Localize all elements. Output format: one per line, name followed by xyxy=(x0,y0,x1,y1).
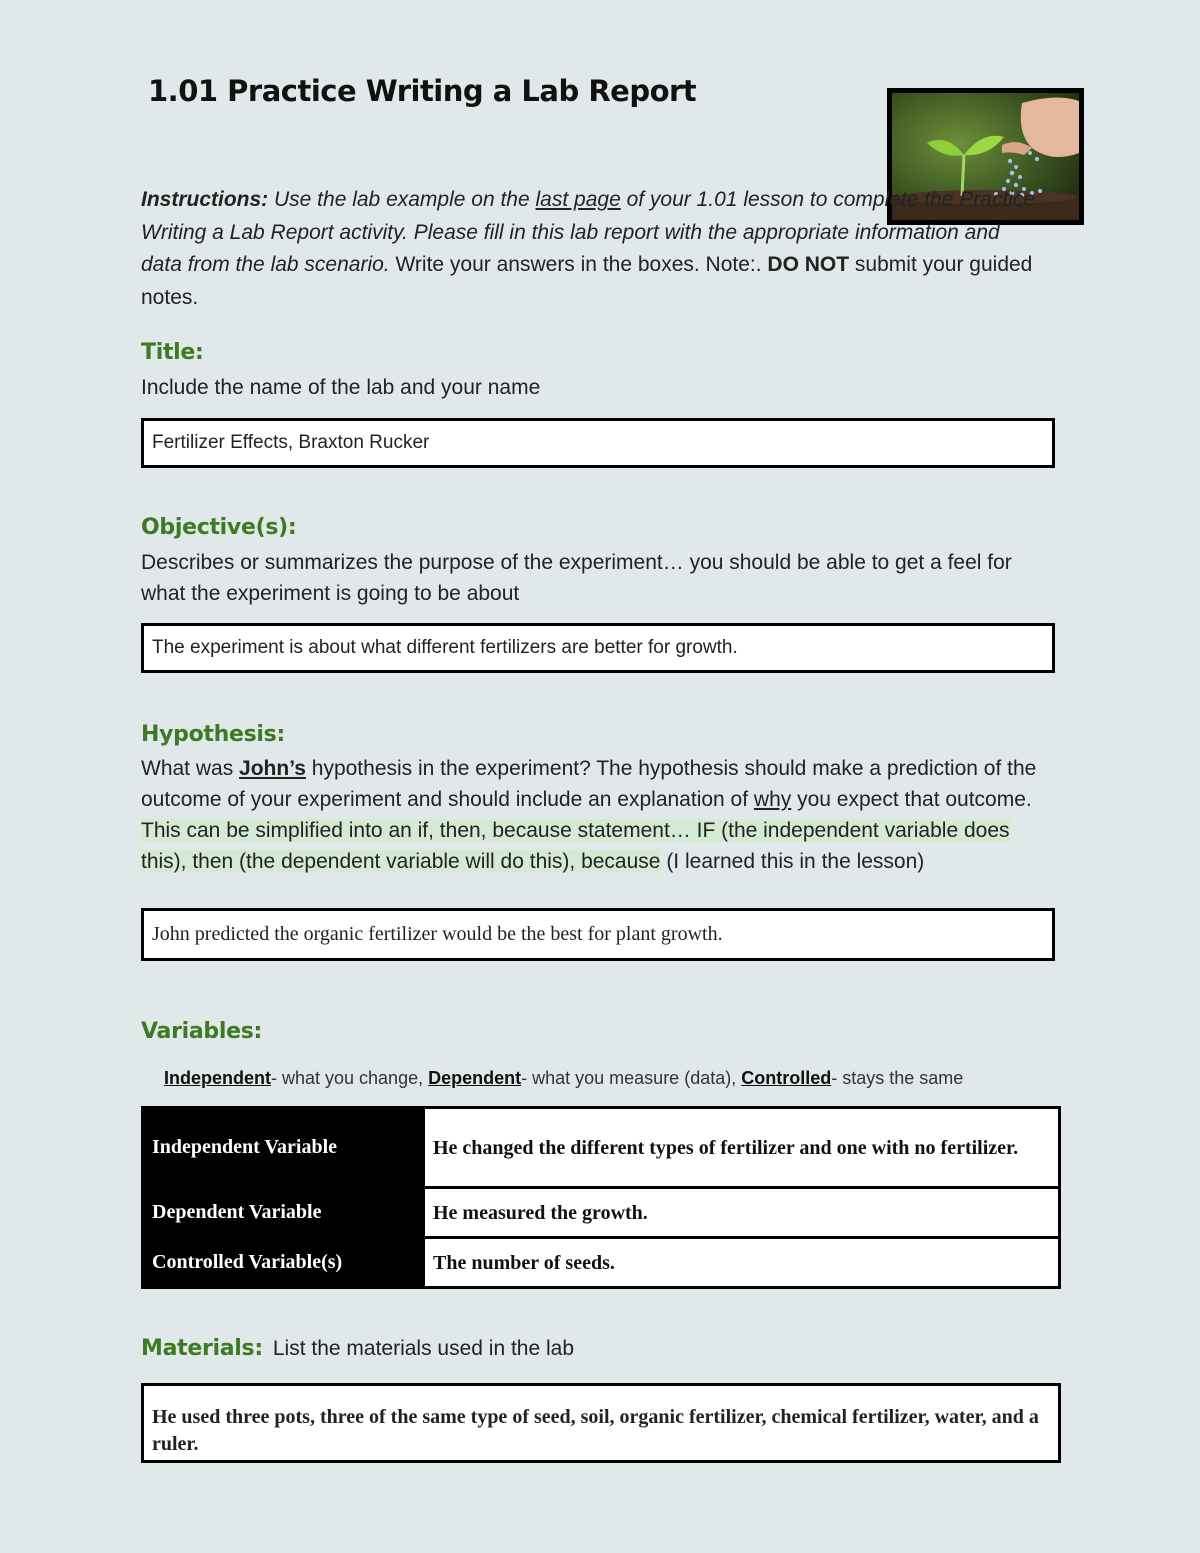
materials-answer-box[interactable] xyxy=(141,1383,1061,1463)
title-answer-box[interactable] xyxy=(141,418,1055,468)
title-heading: Title: xyxy=(141,340,204,365)
legend-controlled-desc: - stays the same xyxy=(831,1068,964,1088)
objective-heading: Objective(s): xyxy=(141,515,297,540)
hypothesis-answer: John predicted the organic fertilizer would be the best for plant growth. xyxy=(152,923,723,945)
title-answer: Fertilizer Effects, Braxton Rucker xyxy=(152,432,430,453)
objective-answer: The experiment is about what different fertilizers are better for growth. xyxy=(152,637,738,658)
table-row xyxy=(143,1238,1060,1288)
hypothesis-desc-d: (I learned this in the lesson) xyxy=(660,850,925,873)
materials-line xyxy=(141,1336,574,1361)
materials-heading: Materials: xyxy=(141,1336,263,1361)
variable-label: Dependent Variable xyxy=(143,1188,424,1238)
variables-legend xyxy=(164,1068,963,1089)
john-name: John’s xyxy=(239,757,306,780)
legend-controlled: Controlled xyxy=(741,1068,832,1088)
legend-independent: Independent xyxy=(164,1068,271,1088)
materials-description: List the materials used in the lab xyxy=(272,1337,575,1360)
table-row xyxy=(143,1108,1060,1188)
variable-value[interactable]: He measured the growth. xyxy=(424,1188,1060,1238)
table-row xyxy=(143,1188,1060,1238)
objective-description: Describes or summarizes the purpose of the experiment… you should be able to get a feel for what the experiment is going to be about xyxy=(141,551,1012,605)
legend-dependent-desc: - what you measure (data), xyxy=(521,1068,742,1088)
variable-label: Independent Variable xyxy=(143,1108,424,1188)
legend-dependent: Dependent xyxy=(428,1068,522,1088)
hypothesis-answer-box[interactable] xyxy=(141,908,1055,961)
variable-label: Controlled Variable(s) xyxy=(143,1238,424,1288)
hypothesis-desc-a: What was xyxy=(141,757,240,780)
hypothesis-desc-c: you expect that outcome. xyxy=(791,788,1032,811)
instructions-part2: of your 1.01 lesson to complete the Practice Writing a Lab Report activity. Please fill in this lab report with the appropriate information and data from the lab scenario. xyxy=(141,188,1036,276)
instructions-part1: Use the lab example on the xyxy=(268,188,536,211)
do-not-text: DO NOT xyxy=(767,253,850,276)
objective-answer-box[interactable] xyxy=(141,623,1055,673)
why-word: why xyxy=(753,788,792,811)
hypothesis-heading: Hypothesis: xyxy=(141,722,285,747)
variables-heading: Variables: xyxy=(141,1019,263,1044)
variables-table xyxy=(141,1106,1061,1289)
instructions xyxy=(141,184,1041,314)
hypothesis-description xyxy=(141,753,1056,877)
variable-value[interactable]: The number of seeds. xyxy=(424,1238,1060,1288)
page-title: 1.01 Practice Writing a Lab Report xyxy=(148,74,697,108)
title-description: Include the name of the lab and your name xyxy=(141,376,541,399)
instructions-part3: Write your answers in the boxes. Note:. xyxy=(389,253,768,276)
variable-value[interactable]: He changed the different types of fertilizer and one with no fertilizer. xyxy=(424,1108,1060,1188)
materials-answer: He used three pots, three of the same type of seed, soil, organic fertilizer, chemical fertilizer, water, and a ruler. xyxy=(152,1406,1039,1455)
if-then-because-highlight: This can be simplified into an if, then, because statement… IF (the independent variable does this), then (the dependent variable will do this), because xyxy=(141,819,1010,873)
last-page-link[interactable]: last page xyxy=(535,188,621,211)
instructions-label: Instructions: xyxy=(141,188,269,211)
hypothesis-desc-b: hypothesis in the experiment? The hypothesis should make a prediction of the outcome of your experiment and should include an explanation of xyxy=(141,757,1037,811)
legend-independent-desc: - what you change, xyxy=(271,1068,429,1088)
instructions-part4: submit your guided notes. xyxy=(141,253,1033,309)
